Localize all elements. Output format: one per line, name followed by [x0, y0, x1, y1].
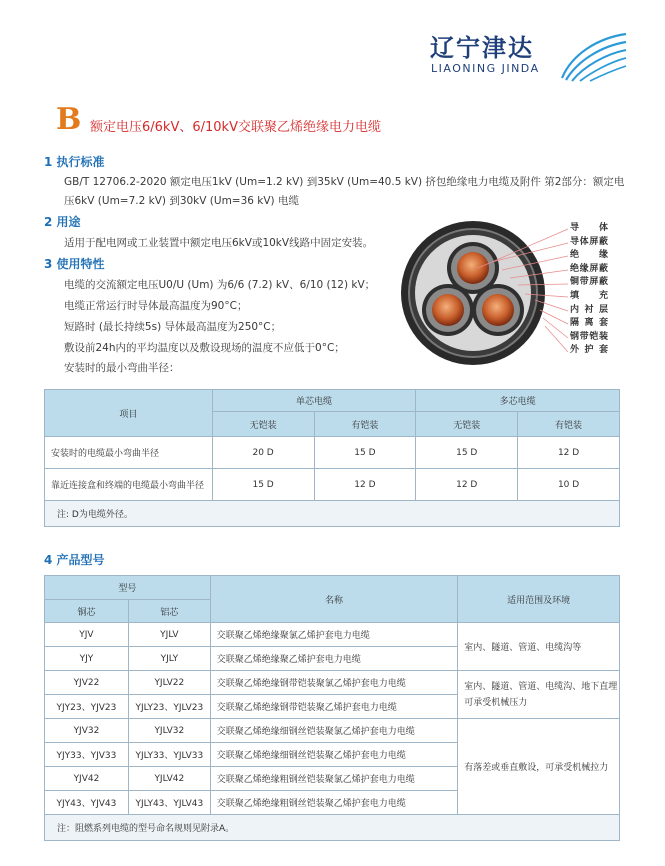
aluminum-model: YJLY33、YJLV33 — [128, 743, 210, 767]
cell-value: 12 D — [314, 469, 416, 501]
standard-line-1: GB/T 12706.2-2020 额定电压1kV (Um=1.2 kV) 到35kV (Um=40.5 kV) 挤包绝缘电力电缆及附件 第2部分：额定电 — [64, 176, 625, 188]
section-usage-heading: 2 用途 — [44, 215, 81, 229]
bend-radius-table — [44, 389, 620, 527]
diagram-label: 绝缘 — [570, 250, 608, 261]
characteristic-line: 短路时 (最长持续5s) 导体最高温度为250°C； — [64, 321, 282, 333]
table-row — [45, 623, 620, 647]
table-row — [45, 719, 620, 743]
copper-header: 铜芯 — [45, 600, 129, 623]
table-row — [45, 671, 620, 695]
logo-swoosh-icon — [558, 30, 628, 82]
copper-model: YJV — [45, 623, 129, 647]
model-table — [44, 575, 620, 841]
section-characteristics-heading: 3 使用特性 — [44, 257, 105, 271]
title-text: 额定电压6/6kV、6/10kV交联聚乙烯绝缘电力电缆 — [90, 120, 381, 135]
diagram-label: 钢带铠装 — [570, 331, 608, 342]
copper-model: YJV32 — [45, 719, 129, 743]
diagram-label: 绝缘屏蔽 — [570, 263, 608, 274]
name-header: 名称 — [210, 576, 457, 623]
cable-name: 交联聚乙烯绝缘粗钢丝铠装聚氯乙烯护套电力电缆 — [210, 767, 457, 791]
copper-model: YJV42 — [45, 767, 129, 791]
cable-name: 交联聚乙烯绝缘细钢丝铠装聚氯乙烯护套电力电缆 — [210, 719, 457, 743]
row-label: 安装时的电缆最小弯曲半径 — [45, 437, 213, 469]
cell-value: 10 D — [518, 469, 620, 501]
diagram-label: 铜带屏蔽 — [570, 277, 608, 288]
cell-value: 15 D — [314, 437, 416, 469]
cable-name: 交联聚乙烯绝缘粗钢丝铠装聚乙烯护套电力电缆 — [210, 791, 457, 815]
table-row — [45, 437, 620, 469]
aluminum-header: 铝芯 — [128, 600, 210, 623]
scope-line: 可承受机械压力 — [464, 697, 528, 708]
characteristic-line: 安装时的最小弯曲半径： — [64, 362, 180, 374]
aluminum-model: YJLY23、YJLV23 — [128, 695, 210, 719]
diagram-label: 填充 — [570, 290, 608, 301]
item-header: 项目 — [45, 390, 213, 437]
copper-model: YJY — [45, 647, 129, 671]
section-models-heading: 4 产品型号 — [44, 553, 105, 567]
cell-value: 15 D — [212, 469, 314, 501]
single-core-header: 单芯电缆 — [212, 390, 416, 412]
cable-name: 交联聚乙烯绝缘聚乙烯护套电力电缆 — [210, 647, 457, 671]
diagram-label: 导体屏蔽 — [570, 236, 608, 247]
logo-chinese-text: 辽宁津达 — [430, 34, 534, 62]
unarmored-header: 无铠装 — [212, 412, 314, 437]
cell-value: 12 D — [518, 437, 620, 469]
cell-value: 20 D — [212, 437, 314, 469]
diagram-label: 外护套 — [570, 345, 608, 356]
aluminum-model: YJLV32 — [128, 719, 210, 743]
cable-name: 交联聚乙烯绝缘钢带铠装聚乙烯护套电力电缆 — [210, 695, 457, 719]
aluminum-model: YJLV22 — [128, 671, 210, 695]
core-left — [422, 284, 474, 336]
scope-cell — [458, 671, 620, 719]
bend-table-note: 注: D为电缆外径。 — [45, 501, 620, 527]
company-logo — [430, 28, 630, 84]
cable-name: 交联聚乙烯绝缘聚氯乙烯护套电力电缆 — [210, 623, 457, 647]
copper-model: YJV22 — [45, 671, 129, 695]
cell-value: 15 D — [416, 437, 518, 469]
diagram-labels — [570, 222, 608, 358]
model-table-note: 注：阻燃系列电缆的型号命名规则见附录A。 — [45, 815, 620, 841]
core-right — [472, 284, 524, 336]
diagram-label: 内衬层 — [570, 304, 608, 315]
copper-model: YJY23、YJV23 — [45, 695, 129, 719]
aluminum-model: YJLV42 — [128, 767, 210, 791]
copper-model: YJY43、YJV43 — [45, 791, 129, 815]
scope-line: 室内、隧道、管道、电缆沟、地下直埋 — [464, 681, 618, 692]
scope-cell: 室内、隧道、管道、电缆沟等 — [458, 623, 620, 671]
logo-english-text: LIAONING JINDA — [431, 62, 540, 75]
diagram-label: 导体 — [570, 223, 608, 233]
standard-line-2: 压6kV (Um=7.2 kV) 到30kV (Um=36 kV) 电缆 — [64, 195, 299, 207]
characteristic-line: 敷设前24h内的平均温度以及敷设现场的温度不应低于0°C； — [64, 342, 345, 354]
table-row — [45, 469, 620, 501]
characteristic-line: 电缆正常运行时导体最高温度为90°C； — [64, 300, 248, 312]
section-standard-heading: 1 执行标准 — [44, 155, 105, 169]
scope-cell: 有落差或垂直敷设，可承受机械拉力 — [458, 719, 620, 815]
title-letter: B — [56, 102, 82, 137]
aluminum-model: YJLY43、YJLV43 — [128, 791, 210, 815]
row-label: 靠近连接盒和终端的电缆最小弯曲半径 — [45, 469, 213, 501]
copper-model: YJY33、YJV33 — [45, 743, 129, 767]
aluminum-model: YJLY — [128, 647, 210, 671]
armored-header: 有铠装 — [314, 412, 416, 437]
cell-value: 12 D — [416, 469, 518, 501]
characteristic-line: 电缆的交流额定电压U0/U (Um) 为6/6 (7.2) kV、6/10 (12) kV； — [64, 279, 376, 291]
cable-name: 交联聚乙烯绝缘钢带铠装聚氯乙烯护套电力电缆 — [210, 671, 457, 695]
scope-header: 适用范围及环境 — [458, 576, 620, 623]
unarmored-header: 无铠装 — [416, 412, 518, 437]
multi-core-header: 多芯电缆 — [416, 390, 620, 412]
aluminum-model: YJLV — [128, 623, 210, 647]
cable-cross-section-diagram — [398, 218, 548, 368]
model-header: 型号 — [45, 576, 211, 600]
armored-header: 有铠装 — [518, 412, 620, 437]
cable-name: 交联聚乙烯绝缘细钢丝铠装聚乙烯护套电力电缆 — [210, 743, 457, 767]
usage-line: 适用于配电网或工业装置中额定电压6kV或10kV线路中固定安装。 — [64, 237, 374, 249]
diagram-label: 隔离套 — [570, 318, 608, 329]
